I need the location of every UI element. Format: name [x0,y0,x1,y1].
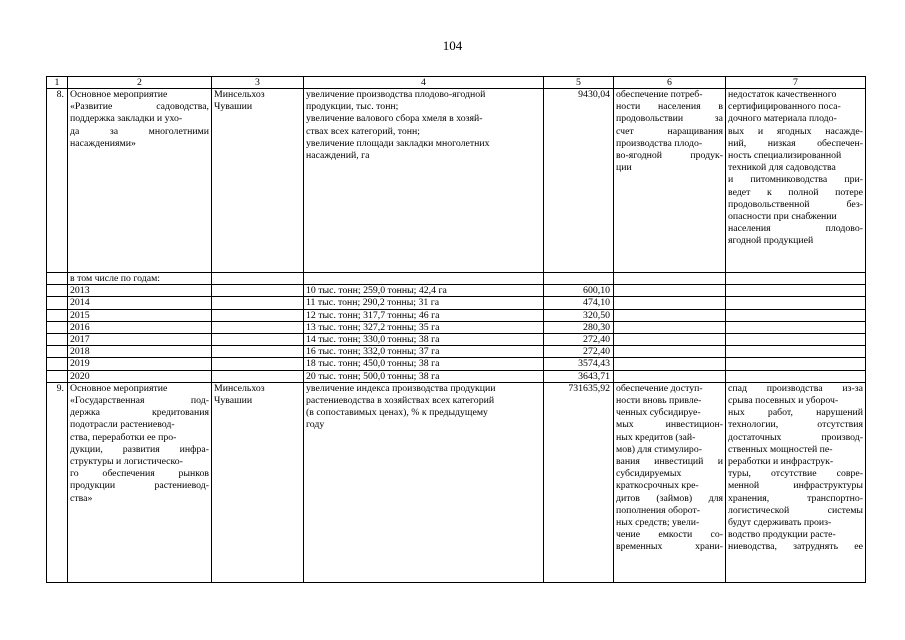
text-line: структуры и логистическо- [70,456,183,468]
text-line: ности населения в [616,101,723,113]
text-line: дитов (займов) для [616,492,723,504]
text-line: продукции, тыс. тонн; [306,101,399,113]
target-cell: 12 тыс. тонн; 317,7 тонны; 46 га [304,309,544,321]
amount-cell: 600,10 [544,285,614,297]
text-line: Чувашии [214,101,253,113]
text-line: дочного материала плодо- [728,113,837,125]
empty-cell [726,370,866,382]
text-line: и питомниководства при- [728,174,863,186]
text-line: ных работ, нарушений [728,407,863,419]
text-line: мов) для стимулиро- [616,443,702,455]
table-row-year [47,321,866,333]
text-line: сертифицированного поса- [728,101,841,113]
text-line: населения плодово- [728,223,863,235]
year-cell: 2020 [68,370,212,382]
text-line: ствах всех категорий, тонн; [306,125,420,137]
measure-name-cell [68,382,212,582]
text-line: (в сопоставимых ценах), % к предыдущему [306,407,488,419]
empty-cell [47,334,68,346]
year-cell: 2014 [68,297,212,309]
empty-cell [726,297,866,309]
table-row-year [47,309,866,321]
text-line: растениеводства в хозяйствах всех категорий [306,395,495,407]
header-cell: 2 [68,77,212,89]
empty-cell [614,358,726,370]
text-line: будут сдерживать произ- [728,517,832,529]
text-line: водство продукции расте- [728,529,836,541]
empty-cell [47,309,68,321]
text-line: ведет к полной потере [728,186,863,198]
text-line: хранения, транспортно- [728,492,863,504]
text-line: Основное мероприятие [70,89,168,100]
table-row-year [47,370,866,382]
empty-cell [726,334,866,346]
text-line: счет наращивания [616,125,723,137]
text-line: го обеспечения рынков [70,468,209,480]
text-line: году [306,419,325,431]
table-row-year [47,346,866,358]
empty-cell [726,273,866,285]
text-line: держка кредитования [70,407,209,419]
text-line: «Государственная под- [70,395,209,407]
text-line: Чувашии [214,395,253,407]
empty-cell [47,358,68,370]
indicator-cell [304,89,544,273]
text-line: реработки и инфраструк- [728,456,834,468]
program-measures-table [46,76,866,583]
text-line: техникой для садоводства [728,162,836,174]
text-line: ных средств; увели- [616,517,700,529]
text-line: Минсельхоз [214,382,265,394]
text-line: насаждений, га [306,150,370,162]
text-line: да за многолетними [70,125,209,137]
amount-cell: 3643,71 [544,370,614,382]
text-line: увеличение валового сбора хмеля в хозяй- [306,113,483,125]
text-line: пополнения оборот- [616,504,701,516]
result-cell [614,89,726,273]
year-cell: 2019 [68,358,212,370]
empty-cell [212,334,304,346]
empty-cell [212,297,304,309]
text-line: ственных мощностей пе- [728,443,833,455]
empty-cell [212,346,304,358]
text-line: достаточных производ- [728,431,863,443]
amount-cell: 272,40 [544,334,614,346]
header-cell: 6 [614,77,726,89]
text-line: во-ягодной продук- [616,150,723,162]
empty-cell [212,358,304,370]
text-line: ний, низкая обеспечен- [728,137,863,149]
text-line: ность специализированной [728,150,842,162]
target-cell: 11 тыс. тонн; 290,2 тонны; 31 га [304,297,544,309]
text-line: Минсельхоз [214,89,265,100]
year-cell: 2017 [68,334,212,346]
year-cell: 2018 [68,346,212,358]
text-line: вания инвестиций и [616,456,723,468]
text-line: продукции растениевод- [70,480,209,492]
header-cell: 3 [212,77,304,89]
empty-cell [614,297,726,309]
text-line: увеличение площади закладки многолетних [306,137,490,149]
text-line: «Развитие садоводства, [70,101,209,113]
target-cell: 18 тыс. тонн; 450,0 тонны; 38 га [304,358,544,370]
text-line: ности вновь привле- [616,395,702,407]
text-line: поддержка закладки и ухо- [70,113,183,125]
target-cell: 14 тыс. тонн; 330,0 тонны; 38 га [304,334,544,346]
target-cell: 16 тыс. тонн; 332,0 тонны; 37 га [304,346,544,358]
row-number: 8. [47,89,68,273]
column-number-row [47,77,866,89]
empty-cell [47,346,68,358]
amount-cell: 320,50 [544,309,614,321]
text-line: ченных субсидируе- [616,407,701,419]
text-line: ниеводства, затруднять ее [728,541,863,553]
text-line: туры, отсутствие совре- [728,468,863,480]
indicator-cell [304,382,544,582]
executor-cell [212,382,304,582]
text-line: логистической системы [728,504,863,516]
empty-cell [614,334,726,346]
amount-cell: 474,10 [544,297,614,309]
amount-cell: 272,40 [544,346,614,358]
target-cell: 13 тыс. тонн; 327,2 тонны; 35 га [304,321,544,333]
header-cell: 5 [544,77,614,89]
year-cell: 2016 [68,321,212,333]
empty-cell [726,358,866,370]
text-line: временных храни- [616,541,723,553]
empty-cell [614,370,726,382]
table-row-year [47,297,866,309]
text-line: Основное мероприятие [70,382,168,394]
target-cell: 20 тыс. тонн; 500,0 тонны; 38 га [304,370,544,382]
result-cell [614,382,726,582]
empty-cell [47,285,68,297]
year-cell: 2015 [68,309,212,321]
amount-cell: 3574,43 [544,358,614,370]
risk-cell [726,382,866,582]
text-line: увеличение производства плодово-ягодной [306,89,486,100]
text-line: продовольствии за [616,113,723,125]
empty-cell [726,309,866,321]
empty-cell [47,297,68,309]
text-line: опасности при снабжении [728,211,837,223]
table-row-year [47,285,866,297]
table-row-year [47,358,866,370]
text-line: ных кредитов (зай- [616,431,696,443]
header-cell: 7 [726,77,866,89]
empty-cell [212,285,304,297]
amount-cell: 731635,92 [544,382,614,582]
text-line: подотрасли растениевод- [70,419,175,431]
text-line: увеличение индекса производства продукции [306,382,496,394]
empty-cell [212,321,304,333]
row-number: 9. [47,382,68,582]
text-line: обеспечение потреб- [616,89,703,100]
header-cell: 1 [47,77,68,89]
text-line: ции [616,162,632,174]
empty-cell [212,273,304,285]
empty-cell [726,321,866,333]
years-label-row [47,273,866,285]
text-line: ягодной продукцией [728,235,814,247]
empty-cell [212,309,304,321]
text-line: недостаток качественного [728,89,837,100]
empty-cell [47,370,68,382]
empty-cell [614,285,726,297]
text-line: технологии, отсутствия [728,419,863,431]
empty-cell [212,370,304,382]
year-cell: 2013 [68,285,212,297]
years-label: в том числе по годам: [68,273,212,285]
text-line: спад производства из-за [728,382,863,394]
empty-cell [726,346,866,358]
empty-cell [726,285,866,297]
table-row-9 [47,382,866,582]
target-cell: 10 тыс. тонн; 259,0 тонны; 42,4 га [304,285,544,297]
empty-cell [304,273,544,285]
amount-cell: 9430,04 [544,89,614,273]
page-number: 104 [442,38,463,53]
empty-cell [614,273,726,285]
text-line: ства» [70,492,93,504]
text-line: обеспечение доступ- [616,382,703,394]
empty-cell [47,273,68,285]
text-line: срыва посевных и убороч- [728,395,839,407]
text-line: насаждениями» [70,137,136,149]
table-row-year [47,334,866,346]
text-line: краткосрочных кре- [616,480,699,492]
text-line: дукции, развития инфра- [70,443,209,455]
text-line: ства, переработки ее про- [70,431,177,443]
text-line: субсидируемых [616,468,682,480]
empty-cell [614,321,726,333]
table-row-8 [47,89,866,273]
empty-cell [47,321,68,333]
text-line: производства плодо- [616,137,703,149]
executor-cell [212,89,304,273]
risk-cell [726,89,866,273]
text-line: продовольственной без- [728,198,863,210]
empty-cell [544,273,614,285]
empty-cell [614,346,726,358]
empty-cell [614,309,726,321]
header-cell: 4 [304,77,544,89]
text-line: вых и ягодных насажде- [728,125,863,137]
text-line: менной инфраструктуры [728,480,863,492]
amount-cell: 280,30 [544,321,614,333]
text-line: мых инвестицион- [616,419,723,431]
text-line: чение емкости со- [616,529,723,541]
measure-name-cell [68,89,212,273]
